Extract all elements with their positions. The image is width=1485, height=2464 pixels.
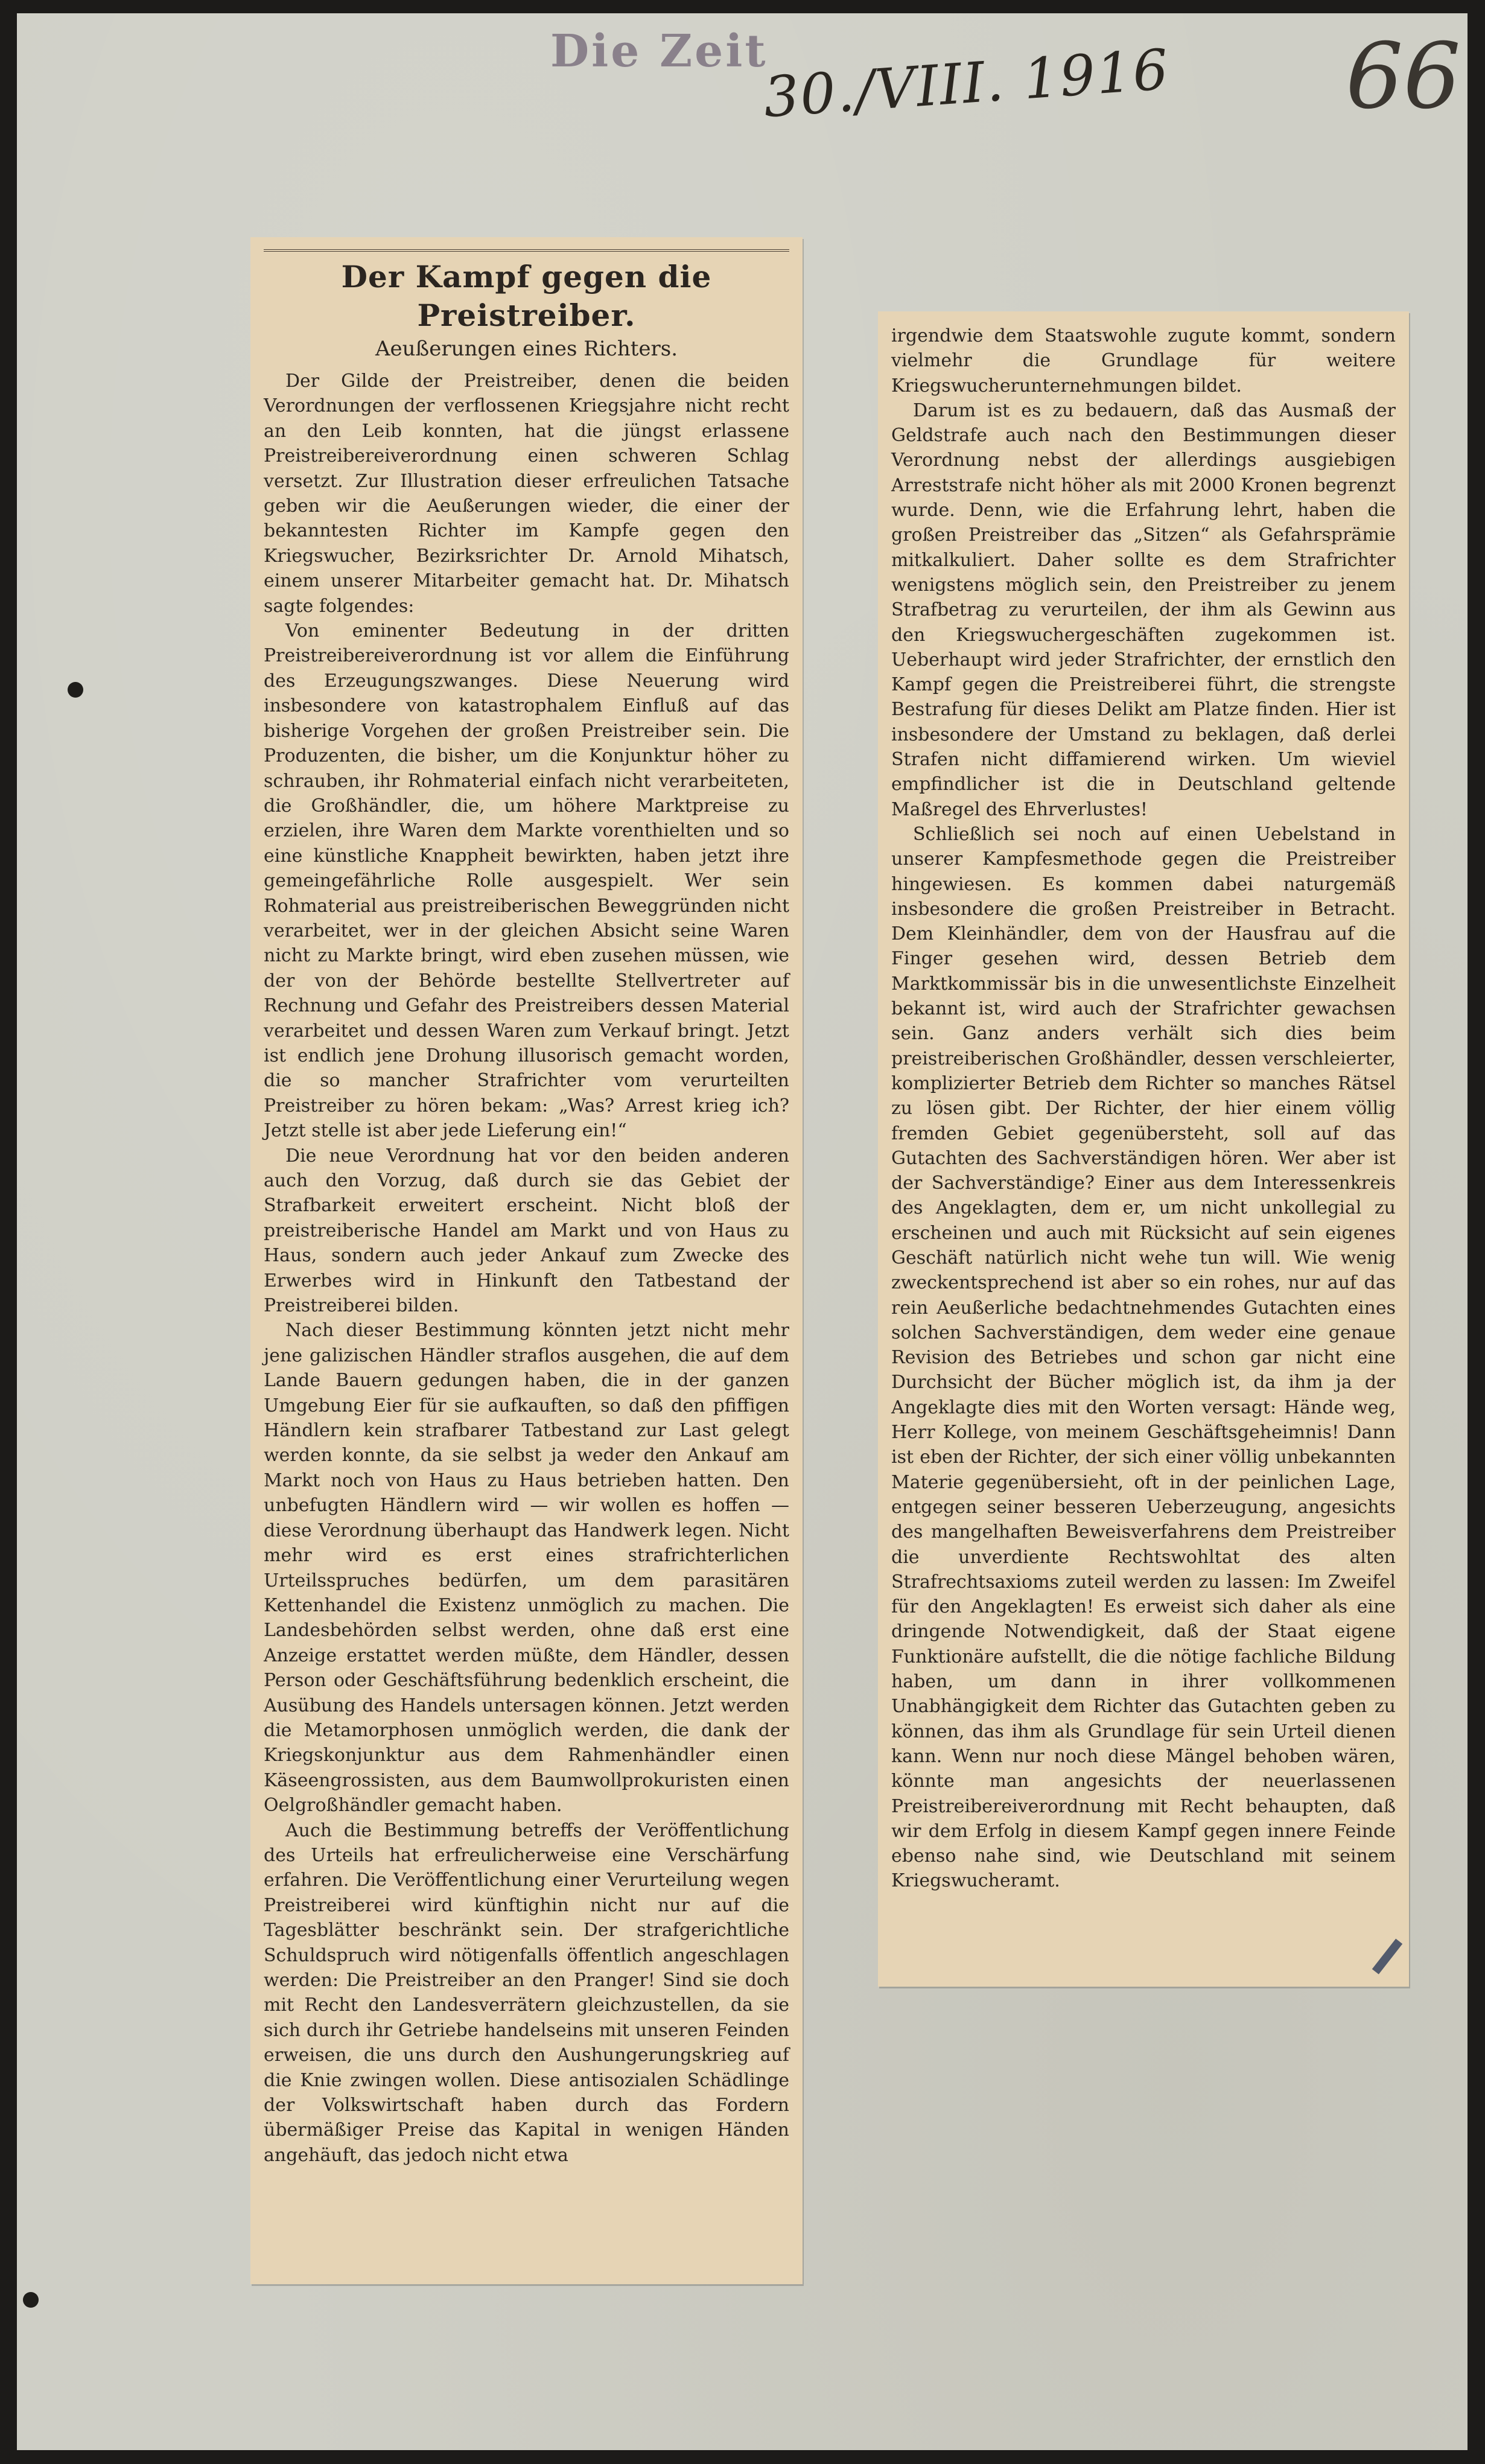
folio-number: 66 [1346, 24, 1461, 129]
right-column-text [891, 323, 1396, 1894]
left-column-text [264, 249, 789, 2168]
headline-rule [264, 249, 789, 252]
paragraph: Darum ist es zu bedauern, daß das Ausmaß der Geldstrafe auch nach den Bestimmungen dieser Verordnung nebst der allerdings ausgiebigen Arreststrafe nicht höher als mit 2000 Kronen begrenzt wurde. Denn, wie die Erfahrung lehrt, haben die großen Preistreiber das „Sitzen“ als Gefahrsprämie mitkalkuliert. Daher sollte es dem Strafrichter wenigstens möglich sein, den Preistreiber zu jenem Strafbetrag zu verurteilen, der ihm als Gewinn aus den Kriegswuchergeschäften zugekommen ist. Ueberhaupt wird jeder Strafrichter, der ernstlich den Kampf gegen die Preistreiberei führt, die strengste Bestrafung für dieses Delikt am Platze finden. Hier ist insbesondere der Umstand zu beklagen, daß derlei Strafen nicht diffamierend wirken. Um wieviel empfindlicher ist die in Deutschland geltende Maßregel des Ehrverlustes! [891, 400, 1396, 820]
newspaper-stamp: Die Zeit [550, 25, 768, 77]
paragraph: Die neue Verordnung hat vor den beiden anderen auch den Vorzug, daß durch sie das Gebiet der Strafbarkeit erweitert erscheint. Nicht bloß der preistreiberische Handel am Markt und von Haus zu Haus, sondern auch jeder Ankauf zum Zwecke des Erwerbes wird in Hinkunft den Tatbestand der Preistreiberei bilden. [264, 1145, 789, 1317]
article-headline: Der Kampf gegen die Preistreiber. [341, 259, 712, 333]
paragraph: Von eminenter Bedeutung in der dritten Preistreibereiverordnung ist vor allem die Einführung des Erzeugungszwanges. Diese Neuerung wird insbesondere von katastrophalem Einfluß auf das bisherige Vorgehen der großen Preistreiber sein. Die Produzenten, die bisher, um die Konjunktur höher zu schrauben, ihr Rohmaterial einfach nicht verarbeiteten, die Großhändler, die, um höhere Marktpreise zu erzielen, ihre Waren dem Markte vorenthielten und so eine künstliche Knappheit bewirkten, haben jetzt ihre gemeingefährliche Rolle ausgespielt. Wer sein Rohmaterial aus preistreiberischen Beweggründen nicht verarbeitet, wer in der gleichen Absicht seine Waren nicht zu Markte bringt, wird eben zusehen müssen, wie der von der Behörde bestellte Stellvertreter auf Rechnung und Gefahr des Preistreibers dessen Material verarbeitet und dessen Waren zum Verkauf bringt. Jetzt ist endlich jene Drohung illusorisch gemacht worden, die so mancher Strafrichter vom verurteilten Preistreiber zu hören bekam: „Was? Arrest krieg ich? Jetzt stelle ist aber jede Lieferung ein!“ [264, 620, 789, 1142]
paragraph: irgendwie dem Staatswohle zugute kommt, sondern vielmehr die Grundlage für weitere Kriegswucherunternehmungen bildet. [891, 325, 1396, 396]
clipping-right-column [878, 311, 1409, 1987]
article-subheadline: Aeußerungen eines Richters. [375, 337, 678, 361]
punch-hole-bottom [23, 2292, 39, 2308]
handwritten-date: 30./VIII. 1916 [762, 37, 1172, 130]
punch-hole-top [68, 682, 83, 698]
paragraph: Nach dieser Bestimmung könnten jetzt nicht mehr jene galizischen Händler straflos ausgehen, die auf dem Lande Bauern gedungen haben, die in der ganzen Umgebung Eier für sie aufkauften, so daß den pfiffigen Händlern kein strafbarer Tatbestand zur Last gelegt werden konnte, da sie selbst ja weder den Ankauf am Markt noch von Haus zu Haus betrieben hatten. Den unbefugten Händlern wird — wir wollen es hoffen — diese Verordnung überhaupt das Handwerk legen. Nicht mehr wird es erst eines strafrichterlichen Urteilsspruches bedürfen, um dem parasitären Kettenhandel die Existenz unmöglich zu machen. Die Landesbehörden selbst werden, ohne daß erst eine Anzeige erstattet werden müßte, dem Händler, dessen Person oder Geschäftsführung bedenklich erscheint, die Ausübung des Handels untersagen können. Jetzt werden die Metamorphosen unmöglich werden, die dank der Kriegskonjunktur aus dem Rahmenhändler einen Käseengrossisten, aus dem Baumwollprokuristen einen Oelgroßhändler gemacht haben. [264, 1320, 789, 1816]
paragraph: Schließlich sei noch auf einen Uebelstand in unserer Kampfesmethode gegen die Preistreiber hingewiesen. Es kommen dabei naturgemäß insbesondere die großen Preistreiber in Betracht. Dem Kleinhändler, dem von der Hausfrau auf die Finger gesehen wird, dessen Betrieb dem Marktkommissär bis in die unwesentlichste Einzelheit bekannt ist, wird auch der Strafrichter gewachsen sein. Ganz anders verhält sich dies beim preistreiberischen Großhändler, dessen verschleierter, komplizierter Betrieb dem Richter so manches Rätsel zu lösen gibt. Der Richter, der hier einem völlig fremden Gebiet gegenübersteht, soll auf das Gutachten des Sachverständigen hören. Wer aber ist der Sachverständige? Einer aus dem Interessenkreis des Angeklagten, dem er, um nicht unkollegial zu erscheinen und auch mit Rücksicht auf sein eigenes Geschäft natürlich nicht wehe tun will. Wie wenig zweckentsprechend ist aber so ein rohes, nur auf das rein Aeußerliche bedachtnehmendes Gutachten eines solchen Sachverständigen, dem weder eine genaue Revision des Betriebes und schon gar nicht eine Durchsicht der Bücher möglich ist, da ihm ja der Angeklagte dies mit den Worten versagt: Hände weg, Herr Kollege, von meinem Geschäftsgeheimnis! Dann ist eben der Richter, der sich einer völlig unbekannten Materie gegenübersieht, oft in der peinlichen Lage, entgegen seiner besseren Ueberzeugung, angesichts des mangelhaften Beweisverfahrens dem Preistreiber die unverdiente Rechtswohltat des alten Strafrechtsaxioms zuteil werden zu lassen: Im Zweifel für den Angeklagten! Es erweist sich daher als eine dringende Notwendigkeit, daß der Staat eigene Funktionäre aufstellt, die die nötige fachliche Bildung haben, um dann in ihrer vollkommenen Unabhängigkeit dem Richter das Gutachten geben zu können, das ihm als Grundlage für sein Urteil dienen kann. Wenn nur noch diese Mängel behoben wären, könnte man angesichts der neuerlassenen Preistreibereiverordnung mit Recht behaupten, daß wir dem Erfolg in diesem Kampf gegen innere Feinde ebenso nahe sind, wie Deutschland mit seinem Kriegswucheramt. [891, 823, 1396, 1892]
paragraph: Der Gilde der Preistreiber, denen die beiden Verordnungen der verflossenen Kriegsjahre nicht recht an den Leib konnten, hat die jüngst erlassene Preistreibereiverordnung einen schweren Schlag versetzt. Zur Illustration dieser erfreulichen Tatsache geben wir die Aeußerungen wieder, die einer der bekanntesten Richter im Kampfe gegen den Kriegswucher, Bezirksrichter Dr. Arnold Mihatsch, einem unserer Mitarbeiter gemacht hat. Dr. Mihatsch sagte folgendes: [264, 371, 789, 617]
clipping-left-column [250, 237, 803, 2284]
paragraph: Auch die Bestimmung betreffs der Veröffentlichung des Urteils hat erfreulicherweise eine Verschärfung erfahren. Die Veröffentlichung einer Verurteilung wegen Preistreiberei wird künftighin nicht nur auf die Tagesblätter beschränkt sein. Der strafgerichtliche Schuldspruch wird nötigenfalls öffentlich angeschlagen werden: Die Preistreiber an den Pranger! Sind sie doch mit Recht den Landesverrätern gleichzustellen, da sie sich durch ihr Getriebe handelseins mit unseren Feinden erweisen, die uns durch den Aushungerungskrieg auf die Knie zwingen wollen. Diese antisozialen Schädlinge der Volkswirtschaft haben durch das Fordern übermäßiger Preise das Kapital in wenigen Händen angehäuft, das jedoch nicht etwa [264, 1819, 789, 2166]
